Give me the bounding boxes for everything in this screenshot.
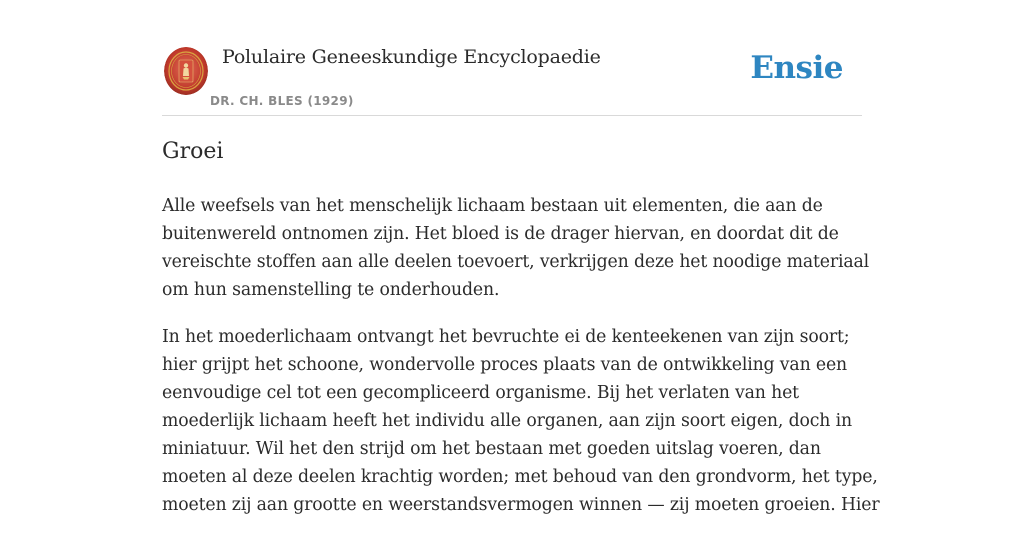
article-title: Groei <box>162 139 224 164</box>
site-header <box>162 40 862 116</box>
article-paragraph: Alle weefsels van het menschelijk lichaam bestaan uit elementen, die aan de buitenwereld ontnomen zijn. Het bloed is de drager hiervan, en doordat dit de vereischte stoffen aan alle deelen toevoert, verkrijgen deze het noodige materiaal om hun samenstelling te onderhouden. <box>162 196 870 300</box>
author-label: DR. CH. BLES (1929) <box>210 94 354 108</box>
book-title[interactable]: Polulaire Geneeskundige Encyclopaedie <box>222 46 601 68</box>
article-body <box>162 192 882 538</box>
brand-logo-link[interactable]: Ensie <box>750 50 843 86</box>
article-paragraph: In het moederlichaam ontvangt het bevruchte ei de kenteekenen van zijn soort; hier grijpt het schoone, wondervolle proces plaats van de ontwikkeling van een eenvoudige cel tot een gecompliceerd organisme. Bij het verlaten van het moederlijk lichaam heeft het individu alle organen, aan zijn soort eigen, doch in miniatuur. Wil het den strijd om het bestaan met goeden uitslag voeren, dan moeten al deze deelen krachtig worden; met behoud van den grondvorm, het type, moeten zij aan grootte en weerstandsvermogen winnen — zij moeten groeien. Hier <box>162 327 880 515</box>
book-emblem-icon[interactable] <box>164 47 208 95</box>
